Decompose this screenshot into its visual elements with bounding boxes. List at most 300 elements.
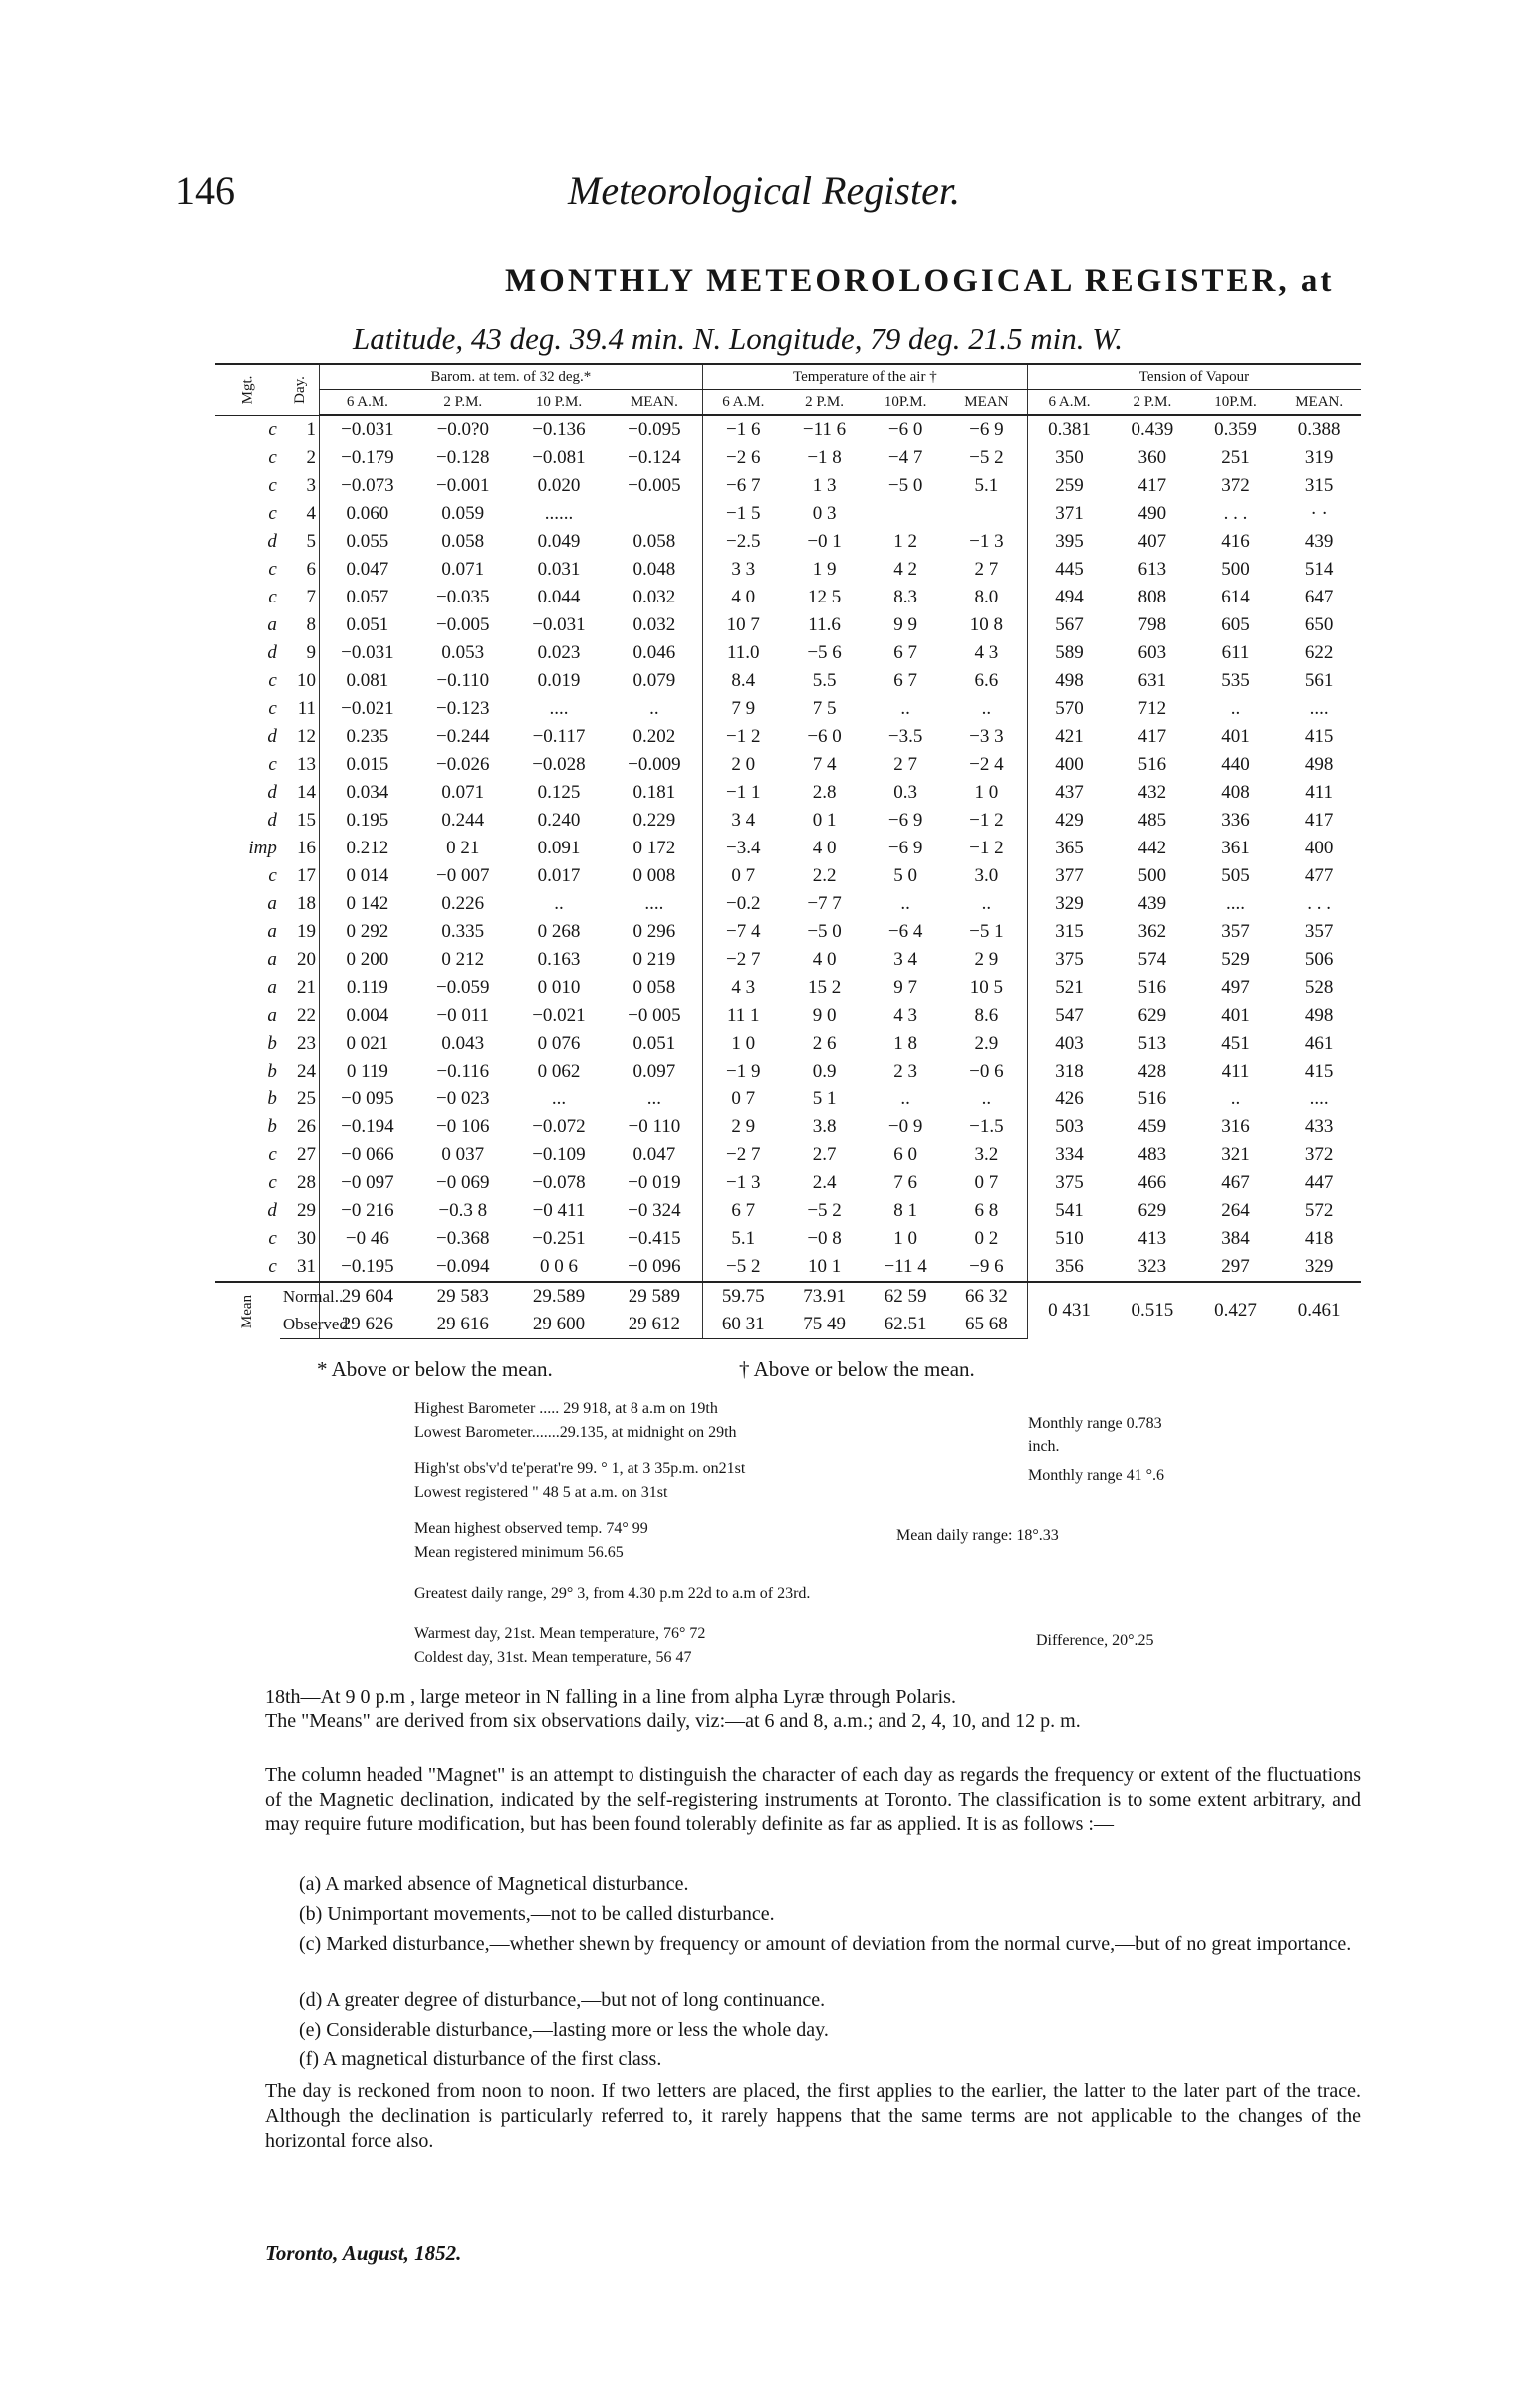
data-cell: 0.229 bbox=[632, 810, 676, 831]
day-cell: 25 bbox=[297, 1088, 317, 1109]
data-cell: 372 bbox=[1221, 475, 1250, 496]
data-cell: 297 bbox=[1221, 1256, 1250, 1277]
data-cell: −0.073 bbox=[320, 472, 415, 500]
latitude-longitude: Latitude, 43 deg. 39.4 min. N. Longitude, 79 deg. 21.5 min. W. bbox=[353, 321, 1123, 356]
data-cell: 8 1 bbox=[893, 1200, 917, 1221]
data-cell: −0.244 bbox=[436, 726, 490, 747]
data-cell: 521 bbox=[1027, 974, 1111, 1002]
data-cell: −6 4 bbox=[887, 921, 923, 942]
data-cell: 505 bbox=[1221, 865, 1250, 886]
subheader-cell: 2 P.M. bbox=[415, 390, 511, 416]
data-cell: 547 bbox=[1027, 1002, 1111, 1030]
data-cell: 0 008 bbox=[632, 865, 676, 886]
data-cell: 0 0 6 bbox=[539, 1256, 578, 1277]
data-cell: 0.212 bbox=[320, 835, 415, 862]
header-barometer: Barom. at tem. of 32 deg.* bbox=[320, 364, 703, 390]
data-cell: 0 7 bbox=[702, 862, 784, 890]
data-cell: 605 bbox=[1221, 614, 1250, 635]
data-cell: 6 7 bbox=[893, 642, 917, 663]
data-cell: 0.119 bbox=[320, 974, 415, 1002]
data-cell: 11.6 bbox=[808, 614, 841, 635]
data-cell: 3 3 bbox=[702, 556, 784, 584]
subheader-cell: 6 A.M. bbox=[1027, 390, 1111, 416]
subheader-cell: MEAN. bbox=[607, 390, 702, 416]
data-cell: 0 058 bbox=[632, 977, 676, 998]
data-cell: −0.031 bbox=[320, 415, 415, 444]
vapour-mean-value: 0.427 bbox=[1194, 1282, 1278, 1339]
data-cell: 541 bbox=[1027, 1197, 1111, 1225]
data-cell: 0 212 bbox=[441, 949, 485, 970]
data-cell: −0.195 bbox=[320, 1253, 415, 1282]
data-cell: −1 2 bbox=[702, 723, 784, 751]
data-cell: 8.3 bbox=[893, 587, 917, 607]
day-cell: 15 bbox=[297, 810, 317, 831]
data-cell: 417 bbox=[1138, 475, 1167, 496]
data-cell: 377 bbox=[1027, 862, 1111, 890]
data-cell: 510 bbox=[1027, 1225, 1111, 1253]
data-cell: 613 bbox=[1138, 559, 1167, 580]
magnet-cell: d bbox=[267, 810, 277, 831]
data-cell: 439 bbox=[1304, 531, 1334, 552]
data-cell: 7 6 bbox=[893, 1172, 917, 1193]
data-cell: −0.3 8 bbox=[438, 1200, 488, 1221]
data-cell: 3.0 bbox=[974, 865, 999, 886]
lowest-temperature: Lowest registered " 48 5 at a.m. on 31st bbox=[414, 1484, 668, 1501]
header-magnet: Mgt. bbox=[215, 364, 280, 415]
data-cell: 4 3 bbox=[702, 974, 784, 1002]
data-cell: 361 bbox=[1221, 838, 1250, 858]
magnet-cell: c bbox=[268, 587, 277, 607]
data-cell: −0.194 bbox=[320, 1113, 415, 1141]
data-cell: 0 7 bbox=[974, 1172, 999, 1193]
data-cell: −0.005 bbox=[436, 614, 490, 635]
table-row bbox=[215, 723, 1361, 751]
data-cell: 0.195 bbox=[320, 807, 415, 835]
table-row bbox=[215, 695, 1361, 723]
data-cell: 0.019 bbox=[537, 670, 581, 691]
data-cell: 2 0 bbox=[702, 751, 784, 779]
highest-temperature: High'st obs'v'd te'perat're 99. ° 1, at 3 35p.m. on21st bbox=[414, 1460, 746, 1477]
data-cell: 0.097 bbox=[632, 1061, 676, 1082]
data-cell: 0.055 bbox=[320, 528, 415, 556]
data-cell: 528 bbox=[1304, 977, 1334, 998]
data-cell: 321 bbox=[1221, 1144, 1250, 1165]
data-cell: 2 7 bbox=[974, 559, 999, 580]
subheader-cell: 2 P.M. bbox=[784, 390, 866, 416]
subheader-cell: 6 A.M. bbox=[702, 390, 784, 416]
data-cell: 0.047 bbox=[320, 556, 415, 584]
data-cell: 6 8 bbox=[974, 1200, 999, 1221]
data-cell: 0.3 bbox=[893, 782, 917, 803]
data-cell: 2.2 bbox=[812, 865, 837, 886]
data-cell: 3 4 bbox=[893, 949, 917, 970]
data-cell: −0.117 bbox=[532, 726, 586, 747]
table-row bbox=[215, 779, 1361, 807]
data-cell: 0.048 bbox=[632, 559, 676, 580]
magnet-cell: c bbox=[268, 447, 277, 468]
day-cell: 7 bbox=[306, 587, 317, 607]
data-cell: −1.5 bbox=[969, 1116, 1004, 1137]
data-cell: −1 8 bbox=[807, 447, 842, 468]
subheader-cell: 10P.M. bbox=[865, 390, 946, 416]
data-cell: 0 142 bbox=[320, 890, 415, 918]
data-cell: −11 6 bbox=[802, 419, 847, 440]
magnet-cell: a bbox=[267, 977, 277, 998]
magnet-cell: c bbox=[268, 418, 277, 440]
table-row bbox=[215, 1225, 1361, 1253]
data-cell: 1 0 bbox=[702, 1030, 784, 1058]
data-cell: 251 bbox=[1221, 447, 1250, 468]
data-cell: −0.031 bbox=[532, 614, 586, 635]
data-cell: −0.2 bbox=[702, 890, 784, 918]
data-cell: 500 bbox=[1138, 865, 1167, 886]
data-cell: −0.095 bbox=[628, 419, 681, 440]
observed-value: 75 49 bbox=[784, 1311, 866, 1339]
table-row bbox=[215, 611, 1361, 639]
data-cell: 375 bbox=[1027, 946, 1111, 974]
magnet-class-e: (e) Considerable disturbance,—lasting more or less the whole day. bbox=[299, 2019, 829, 2041]
data-cell: 622 bbox=[1304, 642, 1334, 663]
data-cell: 798 bbox=[1138, 614, 1167, 635]
data-cell: 0.079 bbox=[632, 670, 676, 691]
footnote-dagger: † Above or below the mean. bbox=[739, 1357, 975, 1381]
data-cell: 0 010 bbox=[537, 977, 581, 998]
data-cell: 0.359 bbox=[1214, 419, 1257, 440]
data-cell: 362 bbox=[1138, 921, 1167, 942]
table-row bbox=[215, 1030, 1361, 1058]
data-cell: 567 bbox=[1027, 611, 1111, 639]
data-cell: −3.5 bbox=[887, 726, 923, 747]
data-cell: −0 46 bbox=[320, 1225, 415, 1253]
data-cell: 350 bbox=[1027, 444, 1111, 472]
day-cell: 1 bbox=[306, 418, 317, 440]
day-cell: 23 bbox=[297, 1033, 317, 1054]
data-cell: 401 bbox=[1221, 726, 1250, 747]
mean-normal-row bbox=[215, 1282, 1361, 1311]
data-cell: .. bbox=[1230, 698, 1241, 719]
page-number: 146 bbox=[175, 168, 235, 213]
magnet-cell: c bbox=[268, 698, 277, 719]
subheader-cell: MEAN. bbox=[1277, 390, 1361, 416]
data-cell: 315 bbox=[1027, 918, 1111, 946]
data-cell: 0.388 bbox=[1297, 419, 1341, 440]
data-cell: 2 9 bbox=[702, 1113, 784, 1141]
data-cell: 9 7 bbox=[893, 977, 917, 998]
warmest-day: Warmest day, 21st. Mean temperature, 76° 72 bbox=[414, 1625, 706, 1642]
data-cell: 0.051 bbox=[320, 611, 415, 639]
data-cell: 2.4 bbox=[812, 1172, 837, 1193]
day-cell: 27 bbox=[297, 1144, 317, 1165]
data-cell: 2 6 bbox=[812, 1033, 837, 1054]
magnet-cell: c bbox=[268, 475, 277, 496]
data-cell: 0.057 bbox=[320, 584, 415, 611]
data-cell: 1 0 bbox=[893, 1228, 917, 1249]
data-cell: −0.123 bbox=[436, 698, 490, 719]
data-cell: −5 2 bbox=[969, 447, 1004, 468]
data-cell: 514 bbox=[1304, 559, 1334, 580]
data-cell: −0.035 bbox=[436, 587, 490, 607]
data-cell: 437 bbox=[1027, 779, 1111, 807]
data-cell: 0.023 bbox=[537, 642, 581, 663]
table-row bbox=[215, 415, 1361, 444]
data-cell bbox=[946, 500, 1028, 528]
data-cell: 3.8 bbox=[812, 1116, 837, 1137]
data-cell: 360 bbox=[1138, 447, 1167, 468]
normal-value: 29 589 bbox=[607, 1282, 702, 1311]
data-cell: −0.026 bbox=[436, 754, 490, 775]
footnote-star: * Above or below the mean. bbox=[317, 1357, 553, 1381]
data-cell: 6 0 bbox=[893, 1144, 917, 1165]
data-cell: 498 bbox=[1027, 667, 1111, 695]
data-cell: 12 5 bbox=[807, 587, 842, 607]
data-cell: 5 1 bbox=[812, 1088, 837, 1109]
data-cell: −2 6 bbox=[702, 444, 784, 472]
data-cell: −0.179 bbox=[320, 444, 415, 472]
data-cell: 0 037 bbox=[441, 1144, 485, 1165]
magnet-explanation: The column headed "Magnet" is an attempt to distinguish the character of each day as regards the frequency or extent of the fluctuations of the Magnetic declination, indicated by the self-registering instruments at Toronto. The classification is to some extent arbitrary, and may require future modification, but has been found tolerably definite as far as applied. It is as follows :— bbox=[265, 1764, 1361, 1835]
day-cell: 11 bbox=[297, 698, 317, 719]
data-cell: −1 9 bbox=[702, 1058, 784, 1085]
data-cell: 0 268 bbox=[537, 921, 581, 942]
data-cell: 0.046 bbox=[632, 642, 676, 663]
table-row bbox=[215, 528, 1361, 556]
data-cell: −0.128 bbox=[436, 447, 490, 468]
table-row bbox=[215, 946, 1361, 974]
data-cell: 647 bbox=[1304, 587, 1334, 607]
table-row bbox=[215, 1002, 1361, 1030]
data-cell: 8.0 bbox=[974, 587, 999, 607]
data-cell: −0.081 bbox=[532, 447, 586, 468]
data-cell: −0.109 bbox=[532, 1144, 586, 1165]
data-cell: −0 007 bbox=[436, 865, 490, 886]
data-cell: 334 bbox=[1027, 1141, 1111, 1169]
table-row bbox=[215, 1253, 1361, 1282]
data-cell: −3 3 bbox=[969, 726, 1004, 747]
day-cell: 9 bbox=[306, 642, 317, 663]
data-cell: 485 bbox=[1138, 810, 1167, 831]
data-cell: 603 bbox=[1138, 642, 1167, 663]
magnet-cell: c bbox=[268, 670, 277, 691]
data-cell: 429 bbox=[1027, 807, 1111, 835]
mean-daily-range: Mean daily range: 18°.33 bbox=[896, 1527, 1059, 1544]
data-cell: −0 6 bbox=[969, 1061, 1004, 1082]
data-cell: 0.051 bbox=[632, 1033, 676, 1054]
header-day: Day. bbox=[280, 364, 320, 415]
data-cell: 4 0 bbox=[702, 584, 784, 611]
magnet-class-f: (f) A magnetical disturbance of the first class. bbox=[299, 2048, 662, 2070]
data-cell: 384 bbox=[1221, 1228, 1250, 1249]
data-cell: 0.059 bbox=[441, 503, 485, 524]
data-cell: 11.0 bbox=[702, 639, 784, 667]
data-cell: 0 172 bbox=[632, 838, 676, 858]
data-cell: 0.071 bbox=[441, 782, 485, 803]
table-row bbox=[215, 918, 1361, 946]
table-row bbox=[215, 974, 1361, 1002]
data-cell: −0 411 bbox=[532, 1200, 586, 1221]
data-cell: 0 021 bbox=[320, 1030, 415, 1058]
data-cell: −0.021 bbox=[320, 695, 415, 723]
data-cell: 365 bbox=[1027, 835, 1111, 862]
data-cell: −2 4 bbox=[969, 754, 1004, 775]
magnet-cell: d bbox=[267, 642, 277, 663]
data-cell: 8.4 bbox=[702, 667, 784, 695]
data-cell: .... bbox=[1309, 1088, 1329, 1109]
data-cell: −0 069 bbox=[436, 1172, 490, 1193]
data-cell: .. bbox=[554, 893, 564, 914]
day-cell: 29 bbox=[297, 1200, 317, 1221]
data-cell: 417 bbox=[1304, 810, 1334, 831]
data-cell: −6 9 bbox=[969, 419, 1004, 440]
data-cell: 0.125 bbox=[537, 782, 581, 803]
place-date: Toronto, August, 1852. bbox=[265, 2241, 462, 2265]
data-cell: 570 bbox=[1027, 695, 1111, 723]
temperature-difference: Difference, 20°.25 bbox=[1036, 1632, 1154, 1649]
data-cell: 5.5 bbox=[812, 670, 837, 691]
data-cell: 329 bbox=[1304, 1256, 1334, 1277]
magnet-cell: a bbox=[267, 893, 277, 914]
observed-label: Observed bbox=[280, 1311, 320, 1339]
data-cell: 401 bbox=[1221, 1005, 1250, 1026]
data-cell: 0.091 bbox=[537, 838, 581, 858]
data-cell: −0 110 bbox=[628, 1116, 681, 1137]
data-cell: 0 7 bbox=[702, 1085, 784, 1113]
data-cell: −7 4 bbox=[702, 918, 784, 946]
data-cell: 0.081 bbox=[320, 667, 415, 695]
magnet-cell: c bbox=[268, 503, 277, 524]
data-cell: 395 bbox=[1027, 528, 1111, 556]
data-cell: 0.226 bbox=[441, 893, 485, 914]
magnet-cell: c bbox=[268, 1228, 277, 1249]
data-cell: 0.060 bbox=[320, 500, 415, 528]
data-cell: 0 292 bbox=[320, 918, 415, 946]
data-cell: −1 2 bbox=[969, 838, 1004, 858]
data-cell: .... bbox=[549, 698, 569, 719]
magnet-cell: c bbox=[268, 1144, 277, 1165]
data-cell: 2.9 bbox=[974, 1033, 999, 1054]
data-cell: 808 bbox=[1138, 587, 1167, 607]
magnet-cell: b bbox=[267, 1061, 277, 1082]
data-cell: 5 0 bbox=[893, 865, 917, 886]
data-cell: 629 bbox=[1138, 1200, 1167, 1221]
data-cell: −0 097 bbox=[320, 1169, 415, 1197]
data-cell: −0.031 bbox=[320, 639, 415, 667]
data-cell: 516 bbox=[1138, 977, 1167, 998]
highest-barometer: Highest Barometer ..... 29 918, at 8 a.m on 19th bbox=[414, 1400, 718, 1417]
data-cell: 0.032 bbox=[632, 614, 676, 635]
data-cell: 428 bbox=[1138, 1061, 1167, 1082]
data-cell: 498 bbox=[1304, 754, 1334, 775]
data-cell: 10 7 bbox=[702, 611, 784, 639]
data-cell: 0.240 bbox=[537, 810, 581, 831]
data-cell: 572 bbox=[1304, 1200, 1334, 1221]
day-cell: 21 bbox=[297, 977, 317, 998]
header-vapour: Tension of Vapour bbox=[1027, 364, 1361, 390]
data-cell: 7 9 bbox=[702, 695, 784, 723]
data-cell: 11 1 bbox=[702, 1002, 784, 1030]
data-cell: −6 0 bbox=[807, 726, 842, 747]
data-cell: −1 5 bbox=[702, 500, 784, 528]
data-cell: 413 bbox=[1138, 1228, 1167, 1249]
data-cell: 0 296 bbox=[632, 921, 676, 942]
data-cell: 0.058 bbox=[441, 531, 485, 552]
magnet-cell: b bbox=[267, 1088, 277, 1109]
normal-label: Normal.. bbox=[280, 1282, 320, 1311]
data-cell: −0 096 bbox=[628, 1256, 681, 1277]
magnet-cell: d bbox=[267, 726, 277, 747]
day-cell: 22 bbox=[297, 1005, 317, 1026]
register-title: MONTHLY METEOROLOGICAL REGISTER, at bbox=[505, 263, 1335, 299]
data-cell: 357 bbox=[1221, 921, 1250, 942]
magnet-cell: a bbox=[267, 614, 277, 635]
day-cell: 30 bbox=[297, 1228, 317, 1249]
data-cell: −0.094 bbox=[436, 1256, 490, 1277]
day-cell: 31 bbox=[297, 1256, 317, 1277]
data-cell: 10 8 bbox=[969, 614, 1004, 635]
data-cell: 371 bbox=[1027, 500, 1111, 528]
data-cell: −0.028 bbox=[532, 754, 586, 775]
data-cell: 0.017 bbox=[537, 865, 581, 886]
table-row bbox=[215, 890, 1361, 918]
data-cell: 4 0 bbox=[812, 838, 837, 858]
data-cell: 0.015 bbox=[320, 751, 415, 779]
table-row bbox=[215, 1085, 1361, 1113]
data-cell: 357 bbox=[1304, 921, 1334, 942]
data-cell: −0 9 bbox=[887, 1116, 923, 1137]
data-cell: 466 bbox=[1138, 1172, 1167, 1193]
observed-value: 29 616 bbox=[415, 1311, 511, 1339]
magnet-class-a: (a) A marked absence of Magnetical disturbance. bbox=[299, 1873, 689, 1895]
data-cell: 498 bbox=[1304, 1005, 1334, 1026]
day-cell: 26 bbox=[297, 1116, 317, 1137]
data-cell: 2 3 bbox=[893, 1061, 917, 1082]
observed-value: 29 600 bbox=[511, 1311, 607, 1339]
meteor-note: 18th—At 9 0 p.m , large meteor in N falling in a line from alpha Lyræ through Polaris. bbox=[265, 1686, 956, 1708]
data-cell: 490 bbox=[1138, 503, 1167, 524]
data-cell: 529 bbox=[1221, 949, 1250, 970]
table-row bbox=[215, 862, 1361, 890]
data-cell: 259 bbox=[1027, 472, 1111, 500]
data-cell: −0 066 bbox=[320, 1141, 415, 1169]
data-cell: 415 bbox=[1304, 1061, 1334, 1082]
data-cell: −0 8 bbox=[807, 1228, 842, 1249]
coldest-day: Coldest day, 31st. Mean temperature, 56 47 bbox=[414, 1649, 692, 1666]
data-cell: ... bbox=[646, 1088, 662, 1109]
table-row bbox=[215, 751, 1361, 779]
data-cell: .... bbox=[1309, 698, 1329, 719]
data-cell: 319 bbox=[1304, 447, 1334, 468]
vapour-mean-value: 0.515 bbox=[1111, 1282, 1194, 1339]
day-cell: 8 bbox=[306, 614, 317, 635]
data-cell: 2 7 bbox=[893, 754, 917, 775]
data-cell: 0.181 bbox=[632, 782, 676, 803]
table-row bbox=[215, 835, 1361, 862]
data-cell: 712 bbox=[1138, 698, 1167, 719]
data-cell: −0 005 bbox=[628, 1005, 681, 1026]
data-cell: 264 bbox=[1221, 1200, 1250, 1221]
data-cell: 0 1 bbox=[812, 810, 837, 831]
data-cell: −0 023 bbox=[436, 1088, 490, 1109]
observed-value: 29 626 bbox=[320, 1311, 415, 1339]
table-row bbox=[215, 500, 1361, 528]
day-cell: 17 bbox=[297, 865, 317, 886]
table-row bbox=[215, 472, 1361, 500]
data-cell: 408 bbox=[1221, 782, 1250, 803]
subheader-cell: 2 P.M. bbox=[1111, 390, 1194, 416]
data-cell: 503 bbox=[1027, 1113, 1111, 1141]
data-cell: 445 bbox=[1027, 556, 1111, 584]
data-cell: 5.1 bbox=[974, 475, 999, 496]
data-cell: 477 bbox=[1304, 865, 1334, 886]
